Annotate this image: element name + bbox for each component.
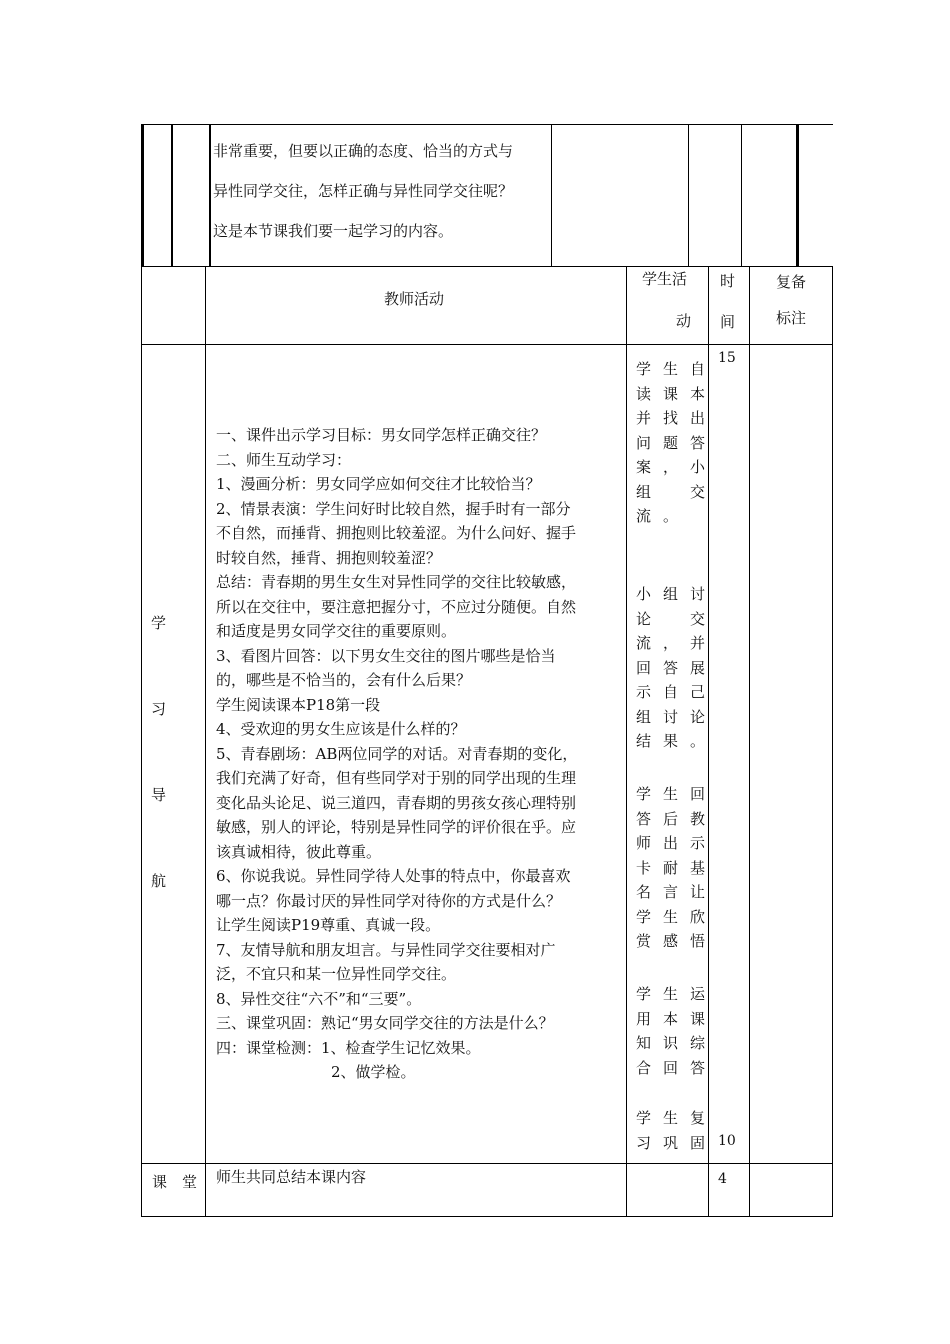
teacher-line: 4、受欢迎的男女生应该是什么样的？: [216, 720, 466, 738]
section-label-char: 习: [151, 700, 167, 718]
student-line: 流，并: [636, 634, 718, 652]
student-line: 学生复: [636, 1109, 718, 1127]
student-line: 结果。: [636, 732, 718, 750]
student-activity-group: [636, 582, 717, 754]
teacher-line: 变化品头论足、说三道四，青春期的男孩女孩心理特别: [216, 793, 577, 812]
summary-time: 4: [718, 1171, 727, 1187]
student-line: 用本课: [636, 1009, 718, 1028]
intro-line: 这是本节课我们要一起学习的内容。: [213, 222, 454, 240]
teacher-line: 让学生阅读P19尊重、真诚一段。: [216, 916, 441, 934]
teacher-line: 总结：青春期的男生女生对异性同学的交往比较敏感，: [216, 573, 577, 591]
student-line: 学生运: [636, 985, 718, 1003]
teacher-line: 1、漫画分析：男女同学应如何交往才比较恰当？: [216, 475, 541, 493]
teacher-line: 三、课堂巩固：熟记“男女同学交往的方法是什么？: [216, 1014, 554, 1032]
student-line: 习巩固: [636, 1133, 718, 1152]
student-line: 学生欣: [636, 907, 718, 926]
student-line: 论 交: [636, 609, 718, 628]
teacher-line: 的，哪些是不恰当的，会有什么后果？: [216, 671, 472, 689]
student-line: 知识综: [636, 1034, 718, 1052]
student-line: 读课本: [636, 384, 718, 403]
student-activity-group: [636, 982, 717, 1080]
student-line: 组讨论: [636, 707, 718, 726]
teacher-activity-header: 教师活动: [384, 290, 445, 308]
student-activity-group: [636, 782, 717, 954]
teacher-line: 学生阅读课本P18第一段: [216, 695, 381, 714]
student-line: 学生自: [636, 360, 718, 378]
teacher-line: 7、友情导航和朋友坦言。与异性同学交往要相对广: [216, 940, 556, 959]
section-label-char: 航: [151, 872, 167, 890]
notes-header: 复备: [776, 273, 807, 291]
student-activity-header: 动: [676, 312, 692, 330]
student-line: 回答展: [636, 658, 718, 677]
teacher-activity-content: [216, 423, 577, 1085]
teacher-line: 该真诚相待，彼此尊重。: [216, 842, 382, 861]
teacher-line: 6、你说我说。异性同学待人处事的特点中，你最喜欢: [216, 867, 571, 885]
time-header: 时: [720, 272, 736, 290]
teacher-line: 3、看图片回答：以下男女生交往的图片哪些是恰当: [216, 646, 556, 665]
teacher-line: 8、异性交往“六不”和“三要”。: [216, 989, 422, 1008]
teacher-line: 哪一点？你最讨厌的异性同学对待你的方式是什么？: [216, 891, 562, 910]
time-value: 15: [718, 350, 736, 366]
teacher-line: 不自然，而捶背、拥抱则比较羞涩。为什么问好、握手: [216, 524, 577, 542]
student-line: 师出示: [636, 834, 718, 852]
teacher-line: 敏感，别人的评论，特别是异性同学的评价很在乎。应: [216, 818, 577, 836]
student-line: 卡耐基: [636, 858, 718, 877]
time-value: 10: [718, 1133, 736, 1149]
student-line: 答后教: [636, 809, 718, 828]
notes-header: 标注: [776, 309, 807, 327]
student-line: 名言让: [636, 883, 718, 901]
teacher-line: 2、情景表演：学生问好时比较自然，握手时有一部分: [216, 499, 571, 518]
teacher-line: 所以在交往中，要注意把握分寸，不应过分随便。自然: [216, 597, 577, 616]
student-line: 合回答: [636, 1058, 718, 1077]
student-line: 组 交: [636, 482, 718, 501]
teacher-line: 我们充满了好奇，但有些同学对于别的同学出现的生理: [216, 769, 577, 787]
section-label-char: 学: [151, 614, 167, 632]
teacher-line: 泛，不宜只和某一位异性同学交往。: [216, 965, 457, 983]
student-line: 学生回: [636, 785, 718, 803]
intro-line: 非常重要，但要以正确的态度、恰当的方式与: [213, 142, 514, 160]
teacher-line: 四：课堂检测：1、检查学生记忆效果。: [216, 1038, 481, 1057]
student-line: 赏感悟: [636, 932, 718, 950]
student-activity-group: [636, 357, 717, 529]
section-label-char: 导: [151, 786, 167, 804]
student-line: 案，小: [636, 458, 718, 476]
teacher-line: 2、做学检。: [331, 1063, 416, 1081]
student-line: 问题答: [636, 433, 718, 452]
summary-label: 课 堂: [152, 1173, 198, 1191]
intro-line: 异性同学交往，怎样正确与异性同学交往呢？: [213, 182, 514, 200]
teacher-line: 一、课件出示学习目标：男女同学怎样正确交往？: [216, 426, 547, 444]
student-activity-group: [636, 1106, 717, 1155]
student-line: 并找出: [636, 409, 718, 427]
student-line: 流。: [636, 507, 691, 525]
teacher-line: 时较自然，捶背、拥抱则较羞涩？: [216, 548, 442, 567]
teacher-line: 5、青春剧场：AB两位同学的对话。对青春期的变化，: [216, 744, 578, 763]
student-activity-header: 学生活: [642, 270, 688, 288]
teacher-line: 二、师生互动学习：: [216, 450, 352, 469]
time-header: 间: [720, 313, 736, 331]
student-line: 示自己: [636, 683, 718, 701]
student-line: 小组讨: [636, 585, 718, 603]
summary-teacher: 师生共同总结本课内容: [216, 1168, 367, 1186]
teacher-line: 和适度是男女同学交往的重要原则。: [216, 622, 457, 640]
